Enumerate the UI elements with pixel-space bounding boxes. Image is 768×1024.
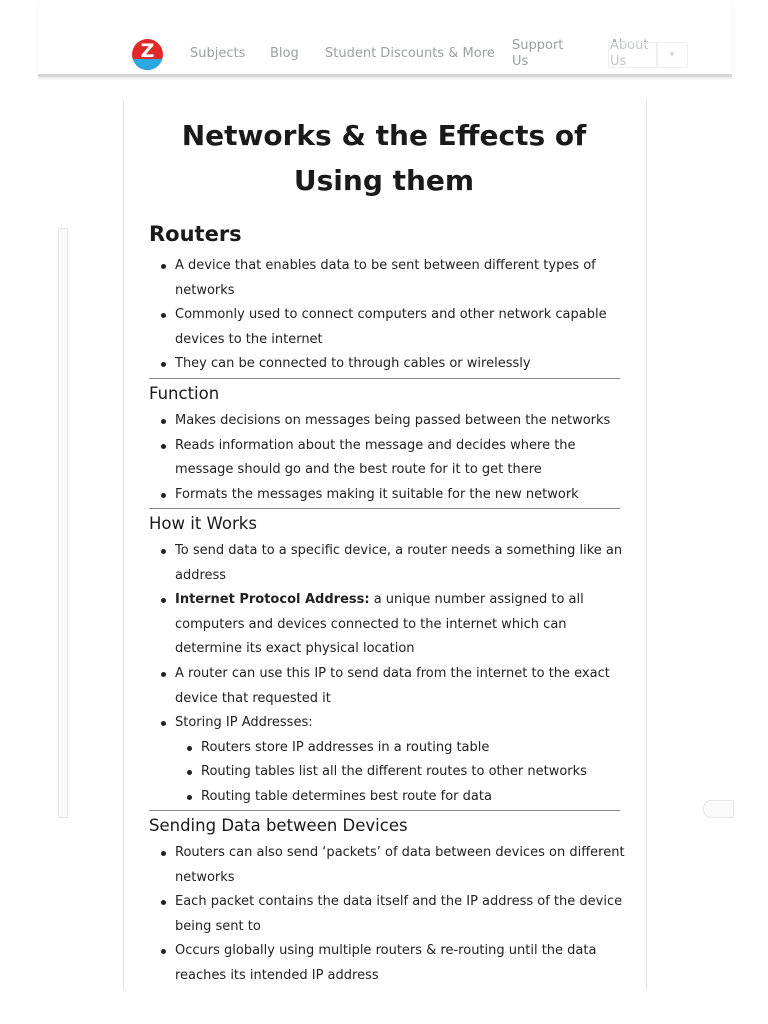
list-item: They can be connected to through cables or wirelessly bbox=[149, 352, 625, 377]
list-item: To send data to a specific device, a router needs a something like an address bbox=[149, 539, 625, 588]
storing-ip-label: Storing IP Addresses: bbox=[175, 715, 313, 731]
list-item bbox=[149, 711, 625, 809]
nav-discounts-link[interactable]: Student Discounts & More bbox=[325, 46, 495, 61]
function-heading: Function bbox=[149, 384, 220, 403]
section-divider bbox=[149, 378, 620, 379]
list-item: Reads information about the message and decides where the message should go and the best route for it to get there bbox=[149, 434, 625, 483]
nav-support-link[interactable]: Support Us bbox=[512, 38, 564, 69]
list-item: Routing tables list all the different routes to other networks bbox=[175, 760, 625, 785]
site-logo[interactable] bbox=[132, 39, 163, 70]
list-item: Occurs globally using multiple routers & re-routing until the data reaches its intended IP address bbox=[149, 939, 625, 988]
routing-sub-list bbox=[175, 736, 625, 810]
left-side-panel bbox=[58, 228, 68, 818]
list-item: A device that enables data to be sent between different types of networks bbox=[149, 254, 625, 303]
logo-letter: Z bbox=[140, 40, 155, 62]
list-item: Commonly used to connect computers and other network capable devices to the internet bbox=[149, 303, 625, 352]
routers-list bbox=[149, 254, 625, 377]
nav-subjects-link[interactable]: Subjects bbox=[190, 46, 246, 61]
list-item bbox=[149, 588, 625, 662]
list-item: Each packet contains the data itself and the IP address of the device being sent to bbox=[149, 890, 625, 939]
section-divider bbox=[149, 810, 620, 811]
ip-term: Internet Protocol Address: bbox=[175, 592, 370, 608]
list-item: Routers can also send ‘packets’ of data between devices on different networks bbox=[149, 841, 625, 890]
right-side-tab[interactable] bbox=[703, 800, 734, 818]
list-item: A router can use this IP to send data from the internet to the exact device that requested it bbox=[149, 662, 625, 711]
how-it-works-heading: How it Works bbox=[149, 514, 257, 533]
list-item: Routers store IP addresses in a routing table bbox=[175, 736, 625, 761]
page-title bbox=[0, 113, 768, 203]
list-item: Routing table determines best route for data bbox=[175, 785, 625, 810]
routers-heading: Routers bbox=[149, 222, 242, 246]
how-it-works-list bbox=[149, 539, 625, 810]
nav-blog-link[interactable]: Blog bbox=[270, 46, 299, 61]
section-divider bbox=[149, 508, 620, 509]
title-line-1: Networks & the Effects of bbox=[181, 119, 587, 152]
list-item: Formats the messages making it suitable for the new network bbox=[149, 483, 625, 508]
sending-data-list bbox=[149, 841, 625, 989]
sending-data-heading: Sending Data between Devices bbox=[149, 816, 408, 835]
function-list bbox=[149, 409, 625, 507]
search-box[interactable] bbox=[608, 42, 658, 68]
title-line-2: Using them bbox=[293, 164, 475, 197]
nav-about-link[interactable]: About Us bbox=[610, 38, 649, 69]
ip-description: a unique number assigned to all computers and devices connected to the internet which can determine its exact physical location bbox=[175, 592, 584, 657]
chevron-down-icon[interactable]: ▾ bbox=[656, 42, 688, 68]
list-item: Makes decisions on messages being passed between the networks bbox=[149, 409, 625, 434]
